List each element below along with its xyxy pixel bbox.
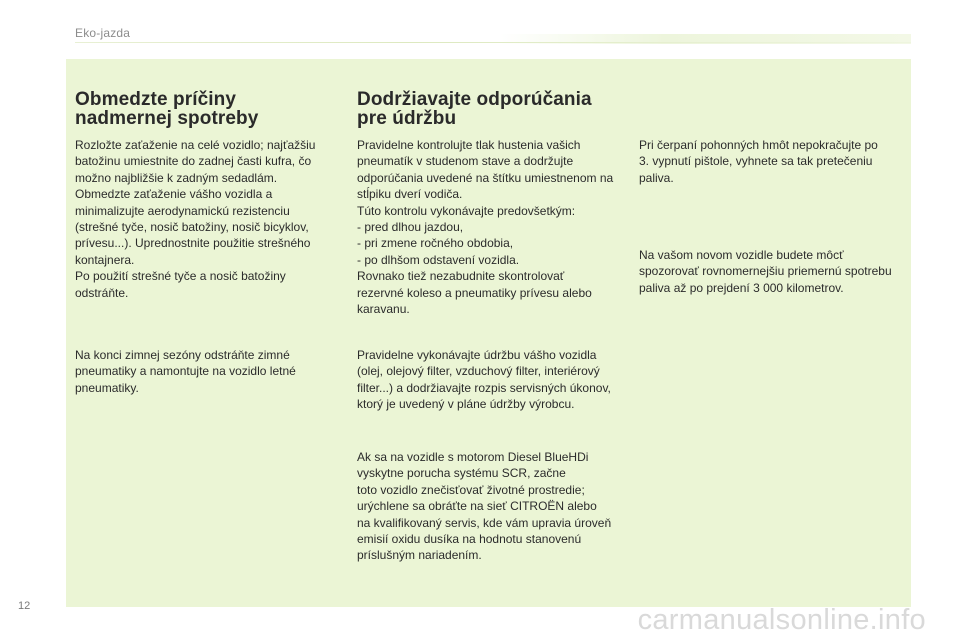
heading-maintenance: Dodržiavajte odporúčania pre údržbu <box>357 89 592 129</box>
heading-limit-consumption: Obmedzte príčiny nadmernej spotreby <box>75 89 259 129</box>
column-middle <box>357 90 627 317</box>
header-rule <box>75 42 911 43</box>
paragraph-load-distribution: Rozložte zaťaženie na celé vozidlo; najťažšiu batožinu umiestnite do zadnej časti kufra, čo možno najbližšie k zadným sedadlám. Obmedzte zaťaženie vášho vozidla a minimalizujte aerodynamickú rezistenciu (strešné tyče, nosič batožiny, nosič bicyklov, prívesu...). Uprednostnite použitie strešného kontajnera. Po použití strešné tyče a nosič batožiny odstráňte. <box>75 138 316 300</box>
paragraph-service-schedule: Pravidelne vykonávajte údržbu vášho vozidla (olej, olejový filter, vzduchový filter, interiérový filter...) a dodržiavajte rozpis servisných úkonov, ktorý je uvedený v pláne údržby výrobcu. <box>357 348 611 412</box>
page-number: 12 <box>18 600 31 612</box>
paragraph-running-in: Na vašom novom vozidle budete môcť spozorovať rovnomernejšiu priemernú spotrebu paliva až po prejdení 3 000 kilometrov. <box>639 248 892 295</box>
paragraph-scr-fault: Ak sa na vozidle s motorom Diesel BlueHDi vyskytne porucha systému SCR, začne toto vozidlo znečisťovať životné prostredie; urýchlene sa obráťte na sieť CITROËN alebo na kvalifikovaný servis, kde vám upravia úroveň emisií oxidu dusíka na hodnotu stanovenú príslušným nariadením. <box>357 450 612 563</box>
paragraph-refuelling: Pri čerpaní pohonných hmôt nepokračujte po 3. vypnutí pištole, vyhnete sa tak pretečeniu paliva. <box>639 138 878 185</box>
column-right <box>639 137 907 186</box>
column-left <box>75 90 337 301</box>
watermark: carmanualsonline.info <box>637 604 926 636</box>
section-title: Eko-jazda <box>75 26 131 40</box>
paragraph-winter-tyres: Na konci zimnej sezóny odstráňte zimné pneumatiky a namontujte na vozidlo letné pneumatiky. <box>75 348 296 395</box>
paragraph-tyre-pressure: Pravidelne kontrolujte tlak hustenia vašich pneumatík v studenom stave a dodržujte odporúčania uvedené na štítku umiestnenom na stĺpiku dverí vodiča. Túto kontrolu vykonávajte predovšetkým: - pred dlhou jazdou, - pri zmene ročného obdobia, - po dlhšom odstavení vozidla. Rovnako tiež nezabudnite skontrolovať rezervné koleso a pneumatiky prívesu alebo karavanu. <box>357 138 614 317</box>
